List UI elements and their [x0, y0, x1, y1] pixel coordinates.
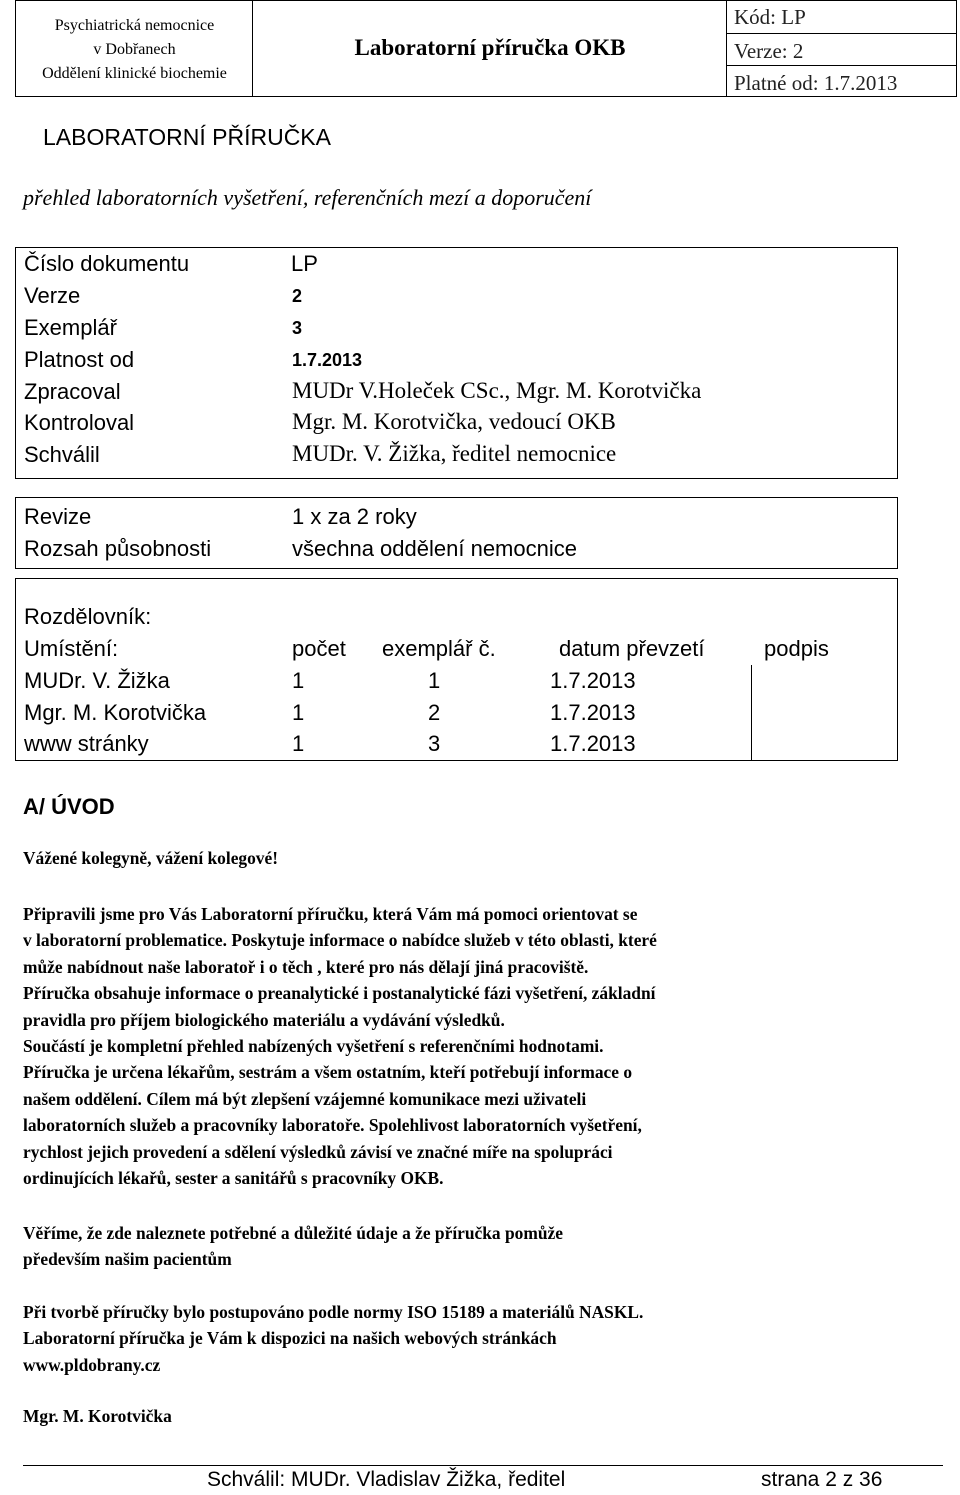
- paragraph-line: může nabídnout naše laboratoř i o těch , které pro nás dělají jiná pracoviště.: [23, 956, 589, 977]
- distribution-cell: 1.7.2013: [550, 668, 636, 693]
- intro-paragraph: [23, 901, 943, 1191]
- distribution-cell: www stránky: [24, 731, 149, 756]
- paragraph-line: Příručka obsahuje informace o preanalytické i postanalytické fázi vyšetření, základní: [23, 983, 656, 1004]
- standards-paragraph: [23, 1299, 943, 1378]
- revision-label: Revize: [24, 504, 92, 529]
- distribution-cell: 3: [428, 731, 441, 756]
- doc-info-label: Kontroloval: [24, 410, 135, 435]
- paragraph-line: Připravili jsme pro Vás Laboratorní příručku, která Vám má pomoci orientovat se: [23, 904, 638, 924]
- doc-info-label: Číslo dokumentu: [24, 251, 190, 276]
- org-name-line2: v Dobřanech: [93, 41, 176, 58]
- scope-label: Rozsah působnosti: [24, 536, 212, 561]
- page-subtitle: přehled laboratorních vyšetření, referenčních mezí a doporučení: [23, 185, 592, 210]
- doc-info-value: 1.7.2013: [292, 350, 363, 370]
- doc-code: Kód: LP: [734, 5, 806, 29]
- paragraph-line: ordinujících lékařů, sester a sanitářů s pracovníky OKB.: [23, 1168, 444, 1189]
- revision-table: [15, 497, 898, 569]
- paragraph-line: Součástí je kompletní přehled nabízených vyšetření s referenčními hodnotami.: [23, 1036, 604, 1057]
- section-heading: A/ ÚVOD: [23, 794, 115, 819]
- footer-rule: [23, 1465, 943, 1466]
- distribution-cell: 1.7.2013: [550, 731, 636, 756]
- distribution-header-signature: podpis: [764, 636, 829, 661]
- doc-info-label: Schválil: [24, 442, 100, 467]
- paragraph-line: Věříme, že zde naleznete potřebné a důležité údaje a že příručka pomůže: [23, 1223, 563, 1243]
- signature-column-divider: [751, 665, 752, 760]
- doc-info-value: MUDr V.Holeček CSc., Mgr. M. Korotvička: [292, 378, 702, 403]
- distribution-cell: 1: [292, 700, 305, 725]
- doc-info-label: Platnost od: [24, 347, 135, 372]
- org-name-line1: Psychiatrická nemocnice: [54, 17, 215, 34]
- doc-info-value: 3: [292, 318, 303, 338]
- distribution-header-copy: exemplář č.: [382, 636, 496, 661]
- distribution-cell: 1: [292, 731, 305, 756]
- paragraph-line: rychlost jejich provedení a sdělení výsledků závisí ve značné míře na spolupráci: [23, 1141, 613, 1162]
- distribution-cell: MUDr. V. Žižka: [24, 668, 170, 693]
- footer-page-number: strana 2 z 36: [761, 1468, 883, 1491]
- distribution-table: [15, 578, 898, 761]
- distribution-title: Rozdělovník:: [24, 604, 152, 629]
- doc-info-label: Exemplář: [24, 315, 117, 340]
- revision-value: 1 x za 2 roky: [292, 504, 417, 529]
- paragraph-line: především našim pacientům: [23, 1249, 232, 1270]
- distribution-cell: 1: [292, 668, 305, 693]
- page-title: LABORATORNÍ PŘÍRUČKA: [43, 124, 331, 150]
- doc-info-label: Zpracoval: [24, 379, 121, 404]
- doc-version: Verze: 2: [734, 39, 804, 63]
- doc-title: Laboratorní příručka OKB: [354, 35, 626, 60]
- distribution-header-date: datum převzetí: [559, 636, 705, 661]
- paragraph-line: pravidla pro příjem biologického materiálu a vydávání výsledků.: [23, 1009, 505, 1030]
- distribution-cell: 2: [428, 700, 441, 725]
- distribution-header-count: počet: [292, 636, 346, 661]
- doc-info-value: MUDr. V. Žižka, ředitel nemocnice: [292, 441, 617, 466]
- greeting: Vážené kolegyně, vážení kolegové!: [23, 848, 279, 868]
- doc-info-value: LP: [291, 251, 318, 276]
- paragraph-line: Příručka je určena lékařům, sestrám a všem ostatním, kteří potřebují informace o: [23, 1062, 633, 1083]
- paragraph-line: v laboratorní problematice. Poskytuje informace o nabídce služeb v této oblasti, které: [23, 930, 657, 951]
- doc-info-value: Mgr. M. Korotvička, vedoucí OKB: [292, 409, 616, 434]
- belief-paragraph: [23, 1220, 943, 1273]
- paragraph-line: laboratorních služeb a pracovníky laboratoře. Spolehlivost laboratorních vyšetření,: [23, 1115, 642, 1136]
- paragraph-line: našem oddělení. Cílem má být zlepšení vzájemné komunikace mezi uživateli: [23, 1088, 587, 1109]
- distribution-cell: 1: [428, 668, 441, 693]
- paragraph-line: www.pldobrany.cz: [23, 1354, 161, 1375]
- paragraph-line: Laboratorní příručka je Vám k dispozici na našich webových stránkách: [23, 1328, 557, 1349]
- org-name-line3: Oddělení klinické biochemie: [42, 65, 227, 82]
- distribution-header-location: Umístění:: [24, 636, 119, 661]
- scope-value: všechna oddělení nemocnice: [292, 536, 577, 561]
- doc-valid-from: Platné od: 1.7.2013: [734, 71, 898, 95]
- paragraph-line: Při tvorbě příručky bylo postupováno podle normy ISO 15189 a materiálů NASKL.: [23, 1302, 644, 1322]
- signature-name: Mgr. M. Korotvička: [23, 1406, 172, 1426]
- doc-info-table: [15, 247, 898, 479]
- footer-approved: Schválil: MUDr. Vladislav Žižka, ředitel: [207, 1468, 566, 1491]
- doc-info-value: 2: [292, 286, 303, 306]
- distribution-cell: 1.7.2013: [550, 700, 636, 725]
- document-header: [15, 0, 957, 97]
- distribution-cell: Mgr. M. Korotvička: [24, 700, 207, 725]
- doc-info-label: Verze: [24, 283, 81, 308]
